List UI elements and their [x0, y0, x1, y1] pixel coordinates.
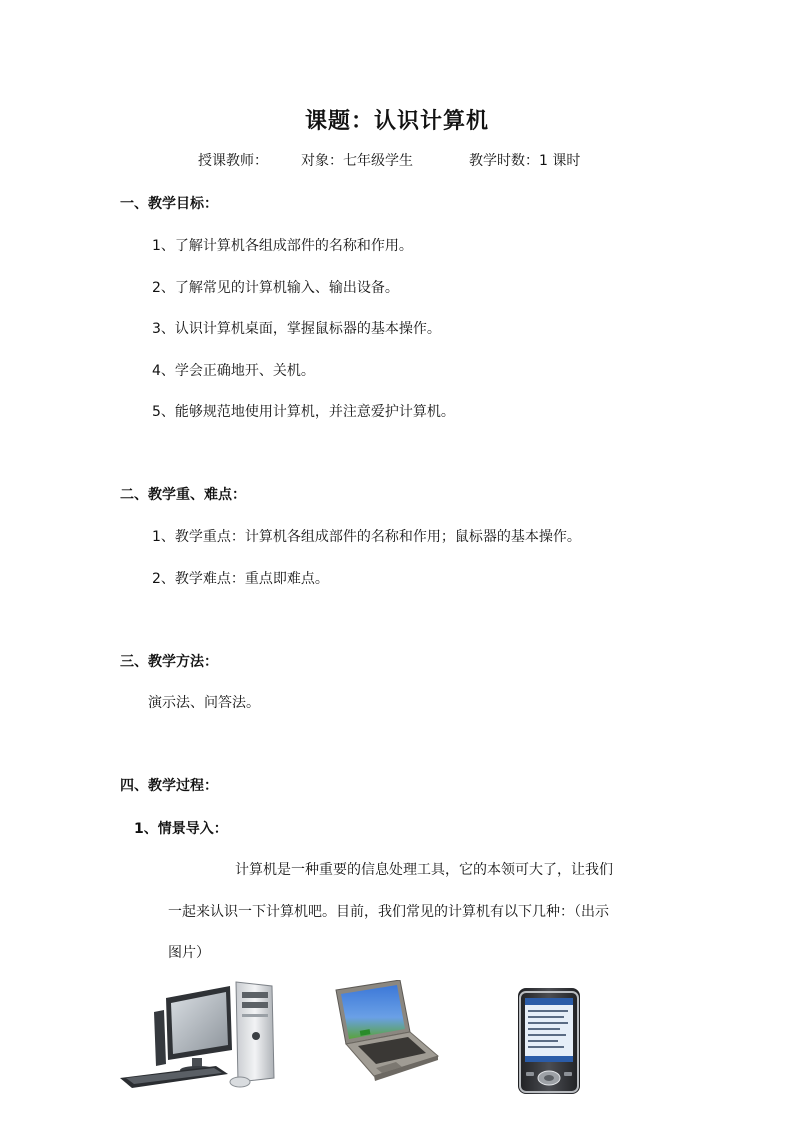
audience-label: 对象：七年级学生	[301, 153, 413, 169]
section-heading-key-points: 二、教学重、难点：	[120, 487, 246, 503]
objective-item: 5、能够规范地使用计算机，并注意爱护计算机。	[152, 404, 455, 420]
laptop-icon	[330, 980, 440, 1084]
section-heading-objectives: 一、教学目标：	[120, 196, 218, 212]
sub-heading-intro: 1、情景导入：	[134, 821, 228, 837]
key-point-item: 2、教学难点：重点即难点。	[152, 571, 329, 587]
pda-icon	[516, 986, 582, 1096]
methods-text: 演示法、问答法。	[148, 695, 260, 711]
paragraph-line: 一起来认识一下计算机吧。目前，我们常见的计算机有以下几种：（出示	[168, 904, 609, 920]
objective-item: 4、学会正确地开、关机。	[152, 363, 315, 379]
desktop-computer-icon	[118, 978, 280, 1096]
paragraph-line: 图片）	[168, 945, 210, 961]
key-point-item: 1、教学重点：计算机各组成部件的名称和作用；鼠标器的基本操作。	[152, 529, 581, 545]
teacher-label: 授课教师：	[198, 153, 268, 169]
paragraph-line: 计算机是一种重要的信息处理工具，它的本领可大了，让我们	[235, 862, 613, 878]
section-heading-methods: 三、教学方法：	[120, 654, 218, 670]
page-title: 课题：认识计算机	[304, 109, 489, 134]
hours-label: 教学时数：1 课时	[469, 153, 581, 169]
objective-item: 1、了解计算机各组成部件的名称和作用。	[152, 238, 413, 254]
section-heading-process: 四、教学过程：	[120, 778, 218, 794]
objective-item: 2、了解常见的计算机输入、输出设备。	[152, 280, 399, 296]
objective-item: 3、认识计算机桌面，掌握鼠标器的基本操作。	[152, 321, 441, 337]
